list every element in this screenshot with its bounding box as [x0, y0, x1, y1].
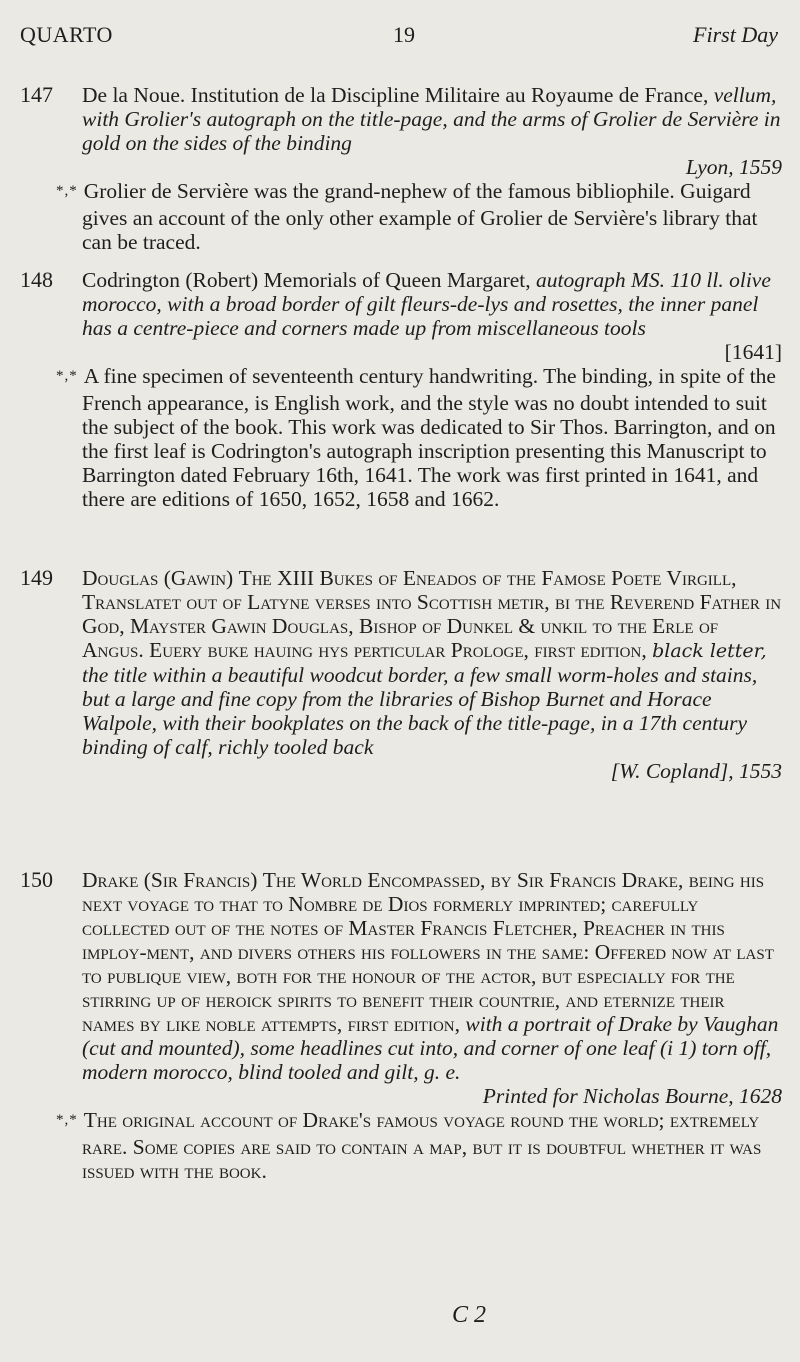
lot-number: 149 [20, 565, 53, 590]
lot-description [82, 566, 782, 783]
lot-author: De la Noue. [82, 83, 186, 107]
lot-description [56, 868, 782, 1183]
header-sale-day: First Day [693, 22, 778, 47]
lot-author: Douglas (Gawin) [82, 566, 234, 590]
lot-physical-description: the title within a beautiful woodcut border, a few small worm-holes and stains, but a large and fine copy from the libraries of Bishop Burnet and Horace Walpole, with their bookplates on the back of the title-page, in a 17th century binding of calf, richly tooled back [82, 663, 758, 759]
lot-author: Codrington (Robert) [82, 268, 259, 292]
page-number: 19 [393, 22, 415, 47]
lot-physical-description: with a portrait of Drake by Vaughan (cut and mounted), some headlines cut into, and corner of one leaf (i 1) torn off, modern morocco, blind tooled and gilt, g. e. [82, 1012, 779, 1084]
note-marker: *,* [56, 368, 78, 384]
page-header [20, 22, 778, 48]
lot-number: 150 [20, 867, 53, 892]
signature-mark: C 2 [452, 1302, 487, 1328]
lot-note [56, 364, 782, 511]
lot-note-text: A fine specimen of seventeenth century handwriting. The binding, in spite of the French appearance, is English work, and the style was no doubt intended to suit the subject of the book. This work was dedicated to Sir Thos. Barrington, and on the first leaf is Codrington's autograph inscription presenting this Manuscript to Barrington dated February 16th, 1641. The work was first printed in 1641, and there are editions of 1650, 1652, 1658 and 1662. [82, 364, 776, 511]
lot-imprint: Lyon, 1559 [685, 155, 782, 179]
lot-edition: first edition, [347, 1012, 461, 1036]
lot-imprint: Printed for Nicholas Bourne, 1628 [482, 1084, 782, 1108]
lot-description [56, 83, 782, 254]
lot-number: 148 [20, 267, 53, 292]
lot-physical-description: vellum, with Grolier's autograph on the title-page, and the arms of Grolier de Servière in gold on the sides of the binding [82, 83, 781, 155]
lot-note [56, 179, 782, 254]
lot-physical-description: autograph MS. 110 ll. olive morocco, with a broad border of gilt fleurs-de-lys and rosettes, the inner panel has a centre-piece and corners made up from miscellaneous tools [82, 268, 771, 340]
lot-note-text: Grolier de Servière was the grand-nephew of the famous bibliophile. Guigard gives an account of the only other example of Grolier de Servière's library that can be traced. [82, 179, 758, 254]
header-format: QUARTO [20, 22, 113, 47]
lot-title: Institution de la Discipline Militaire au Royaume de France, [190, 83, 709, 107]
note-marker: *,* [56, 183, 78, 199]
lot-note [56, 1108, 782, 1183]
lot-author: Drake (Sir Francis) [82, 868, 258, 892]
lot-type-note: black letter, [652, 640, 767, 662]
lot-note-text: The original account of Drake's famous voyage round the world; extremely rare. Some copies are said to contain a map, but it is doubtful whether it was issued with the book. [82, 1108, 762, 1183]
lot-number: 147 [20, 82, 53, 107]
lot-title: Memorials of Queen Margaret, [263, 268, 531, 292]
lot-description [56, 268, 782, 511]
lot-title: The XIII Bukes of Eneados of the Famose Poete Virgill, Translatet out of Latyne verses into Scottish metir, bi the Reverend Father in God, Mayster Gawin Douglas, Bishop of Dunkel & unkil to the Erle of Angus. Euery buke hauing hys perticular Prologe, [82, 566, 782, 662]
lot-imprint: [1641] [724, 340, 782, 364]
lot-imprint: [W. Copland], 1553 [610, 759, 782, 783]
lot-title: The World Encompassed, by Sir Francis Drake, being his next voyage to that to Nombre de Dios formerly imprinted; carefully collected out of the notes of Master Francis Fletcher, Preacher in this imploy-ment, and divers others his followers in the same: Offered now at last to publique view, both for the honour of the actor, but especially for the stirring up of heroick spirits to benefit their countrie, and eternize their names by like noble attempts, [82, 868, 774, 1036]
note-marker: *,* [56, 1112, 78, 1128]
lot-edition: first edition, [534, 638, 647, 662]
